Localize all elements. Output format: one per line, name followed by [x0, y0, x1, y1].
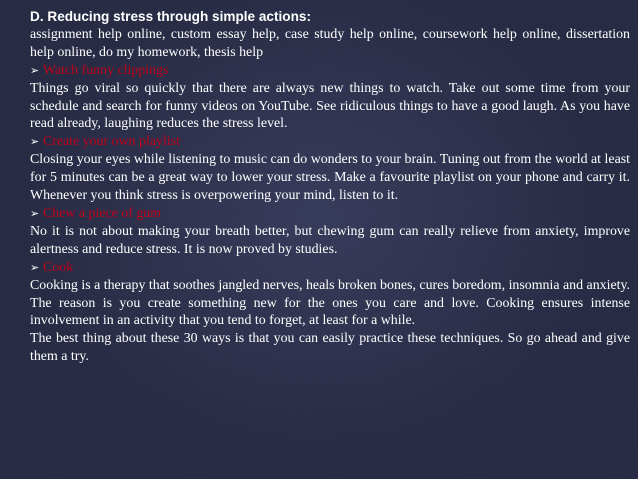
closing-paragraph: The best thing about these 30 ways is that you can easily practice these techniques. So go ahead and give them a try. — [30, 331, 630, 365]
bullet-title: Cook — [43, 259, 74, 275]
bullet-cook — [30, 259, 630, 277]
bullet-watch-funny-clippings — [30, 62, 630, 80]
arrow-bullet-icon: ➢ — [30, 206, 40, 220]
bullet-title: Chew a piece of gum — [43, 205, 162, 221]
arrow-bullet-icon: ➢ — [30, 63, 40, 77]
arrow-bullet-icon: ➢ — [30, 260, 40, 274]
body-watch-funny-clippings: Things go viral so quickly that there are always new things to watch. Take out some time from your schedule and search for funny videos on YouTube. See ridiculous things to have a good laugh. As you have read already, laughing reduces the stress level. — [30, 80, 630, 132]
bullet-chew-gum — [30, 205, 630, 223]
body-create-playlist: Closing your eyes while listening to music can do wonders to your brain. Tuning out from the world at least for 5 minutes can be a great way to lower your stress. Make a favourite playlist on your phone and carry it. Whenever you think stress is overpowering your mind, listen to it. — [30, 152, 630, 204]
bullet-title: Create your own playlist — [43, 134, 180, 150]
body-chew-gum: No it is not about making your breath better, but chewing gum can really relieve from anxiety, improve alertness and reduce stress. It is now proved by studies. — [30, 223, 630, 257]
bullet-create-playlist — [30, 133, 630, 151]
keywords-paragraph: assignment help online, custom essay help, case study help online, coursework help online, dissertation help online, do my homework, thesis help — [30, 26, 630, 60]
body-cook: Cooking is a therapy that soothes jangled nerves, heals broken bones, cures boredom, insomnia and anxiety. The reason is you create something new for the ones you care and love. Cooking ensures intense involvement in an activity that you tend to forget, at least for a while. — [30, 277, 630, 329]
bullet-title: Watch funny clippings — [43, 62, 169, 78]
section-heading: D. Reducing stress through simple actions: — [30, 9, 311, 24]
arrow-bullet-icon: ➢ — [30, 135, 40, 149]
slide-content — [30, 8, 630, 366]
